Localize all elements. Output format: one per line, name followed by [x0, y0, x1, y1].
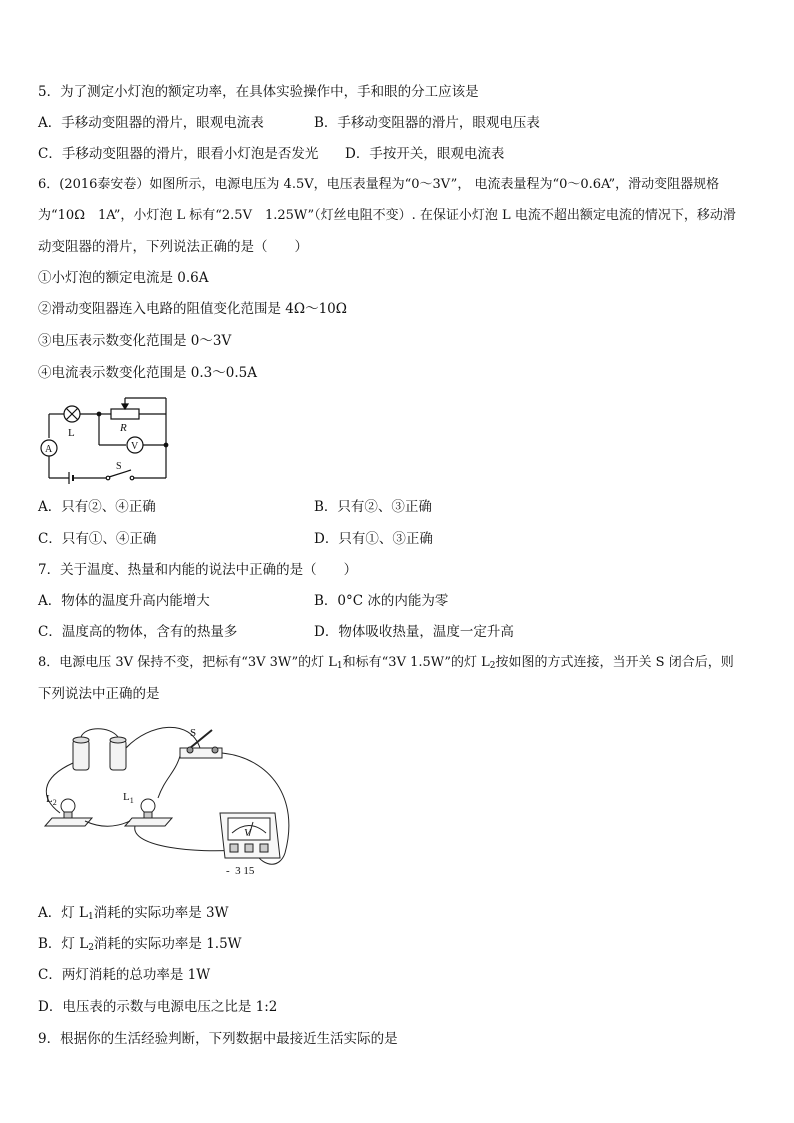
q8-circuit-figure	[40, 718, 300, 883]
rheostat-symbol	[111, 409, 139, 419]
q7-option-c: C．温度高的物体，含有的热量多	[38, 624, 238, 640]
q8-option-d: D．电压表的示数与电源电压之比是 1:2	[38, 999, 278, 1015]
q8-stem-line2: 下列说法中正确的是	[38, 686, 160, 702]
q8-terminal-labels: - 3 15	[226, 865, 255, 877]
q6-stem-line2: 为“10Ω 1A”，小灯泡 L 标有“2.5V 1.25W”（灯丝电阻不变）. 在保证小灯泡 L 电流不超出额定电流的情况下，移动滑	[38, 208, 736, 223]
q5-stem: 5．为了测定小灯泡的额定功率，在具体实验操作中，手和眼的分工应该是	[38, 84, 479, 100]
q5-option-a: A．手移动变阻器的滑片，眼观电流表	[38, 115, 264, 131]
q5-option-b: B．手移动变阻器的滑片，眼观电压表	[314, 115, 540, 131]
q7-option-d: D．物体吸收热量，温度一定升高	[314, 624, 514, 640]
q6-option-c: C．只有①、④正确	[38, 531, 157, 547]
q5-option-c: C．手移动变阻器的滑片，眼看小灯泡是否发光	[38, 146, 319, 162]
q8-meter-label: V	[244, 827, 251, 839]
q5-option-d: D．手按开关，眼观电流表	[345, 146, 505, 162]
q8-option-b: B．灯 $L_2$消耗的实际功率是 1.5W	[38, 936, 242, 953]
q8-option-c: C．两灯消耗的总功率是 1W	[38, 967, 211, 983]
q6-option-a: A．只有②、④正确	[38, 499, 156, 515]
q6-circuit-diagram	[36, 390, 176, 490]
q9-stem: 9．根据你的生活经验判断，下列数据中最接近生活实际的是	[38, 1031, 398, 1047]
q7-option-a: A．物体的温度升高内能增大	[38, 593, 210, 609]
battery-1	[73, 740, 89, 770]
switch-label: S	[116, 461, 122, 472]
q6-statement-4: ④电流表示数变化范围是 0.3～0.5A	[38, 365, 257, 381]
lamp-l2-base	[45, 818, 92, 826]
lamp-l1-base	[125, 818, 172, 826]
voltmeter-label: V	[131, 441, 139, 452]
lamp-l1-bulb	[141, 799, 155, 813]
q6-stem-line3: 动变阻器的滑片，下列说法正确的是（ ）	[38, 239, 308, 255]
q6-option-d: D．只有①、③正确	[314, 531, 433, 547]
q8-stem-line1: 8．电源电压 3V 保持不变，把标有“3V 3W”的灯 $L_1$和标有“3V 1.5W”的灯 $L_2$按如图的方式连接，当开关 S 闭合后，则	[38, 655, 734, 671]
rheostat-label: R	[120, 422, 127, 434]
lamp-label: L	[68, 427, 75, 439]
battery-2	[110, 740, 126, 770]
q6-statement-2: ②滑动变阻器连入电路的阻值变化范围是 4Ω～10Ω	[38, 301, 347, 317]
q6-statement-1: ①小灯泡的额定电流是 0.6A	[38, 270, 209, 286]
q6-option-b: B．只有②、③正确	[314, 499, 432, 515]
lamp-l2-bulb	[61, 799, 75, 813]
ammeter-label: A	[45, 444, 53, 455]
q6-statement-3: ③电压表示数变化范围是 0～3V	[38, 333, 232, 349]
q8-switch-label: S	[190, 727, 197, 739]
q7-option-b: B．0°C 冰的内能为零	[314, 593, 449, 609]
q8-lamp-l2-label: $L_2$	[46, 793, 57, 807]
q6-stem-line1: 6．(2016泰安卷）如图所示，电源电压为 4.5V，电压表量程为“0～3V”， 电流表量程为“0～0.6A”，滑动变阻器规格	[38, 177, 720, 192]
q8-option-a: A．灯 $L_1$消耗的实际功率是 3W	[38, 905, 229, 922]
q8-lamp-l1-label: $L_1$	[123, 791, 134, 805]
q7-stem: 7．关于温度、热量和内能的说法中正确的是（ ）	[38, 562, 358, 578]
